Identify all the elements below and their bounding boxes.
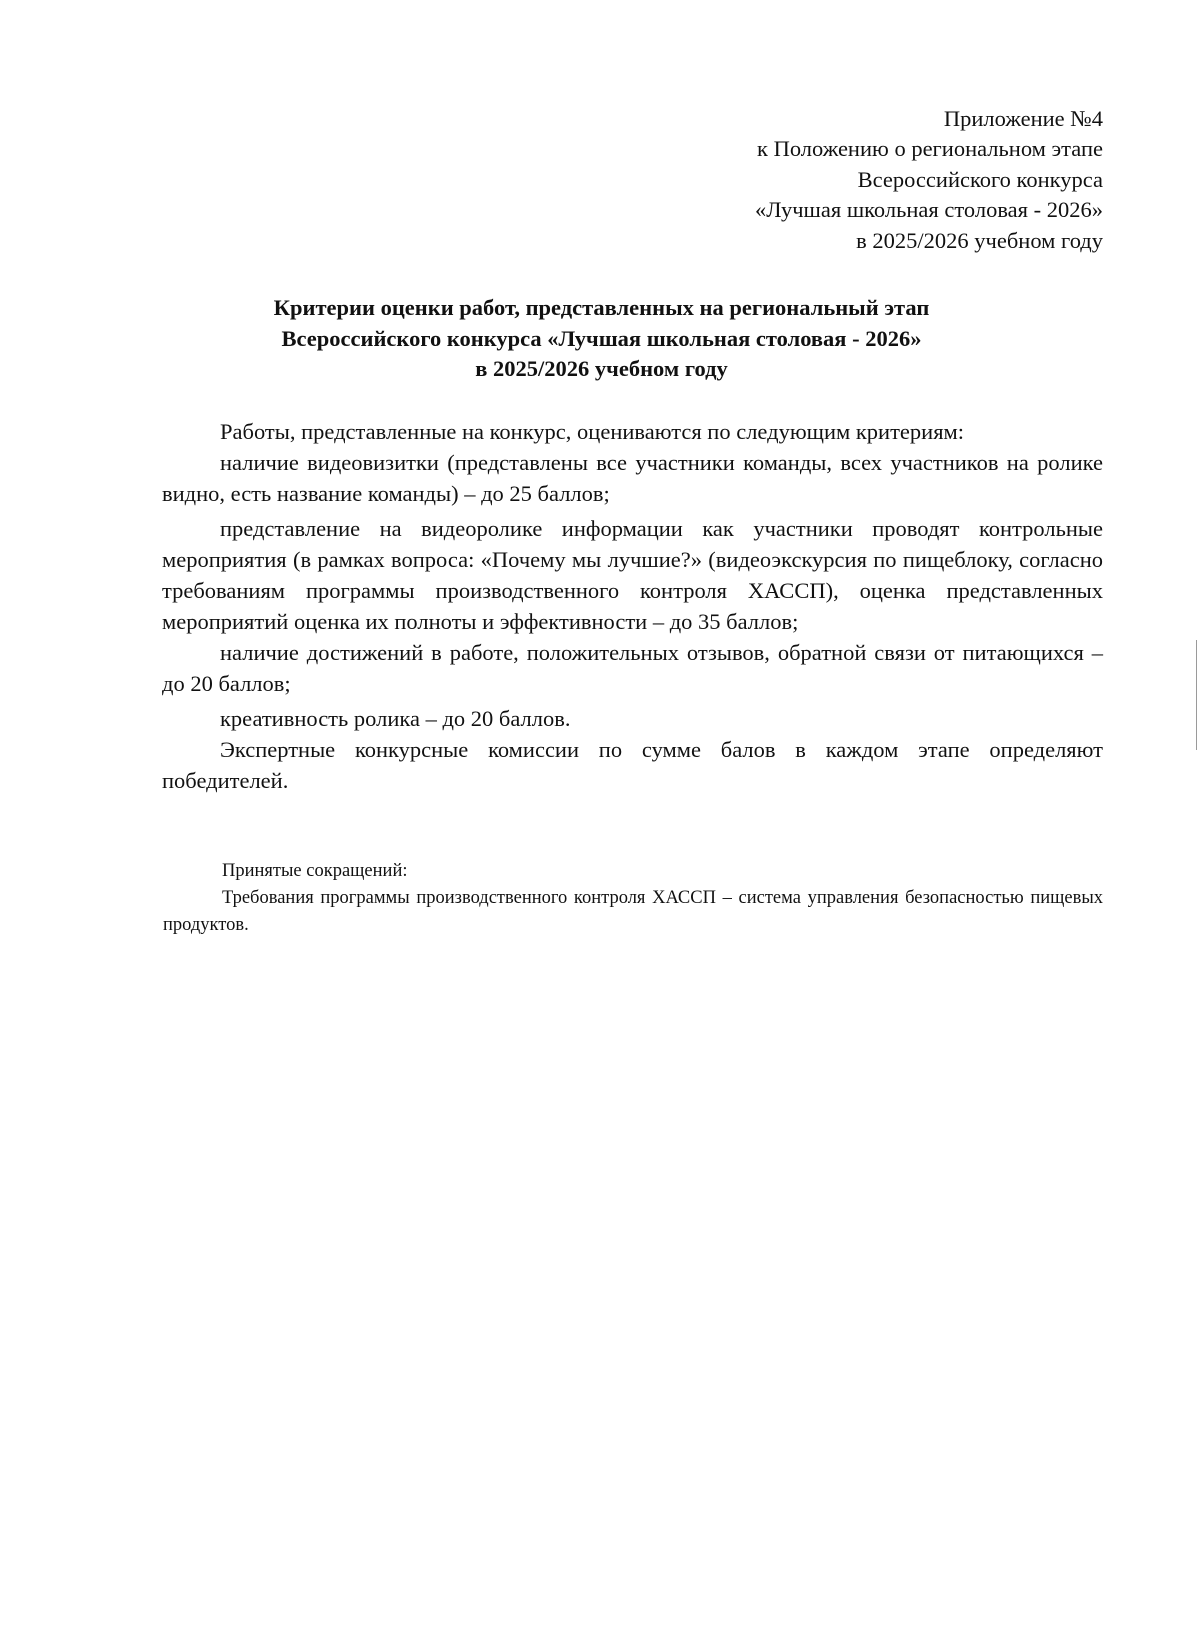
document-title xyxy=(160,293,1043,385)
appendix-header xyxy=(755,104,1103,256)
criterion-video-card: наличие видеовизитки (представлены все участники команды, всех участников на ролике видно, есть название команды) – до 25 баллов; xyxy=(162,450,1103,506)
appendix-contest-name: «Лучшая школьная столовая - 2026» xyxy=(755,197,1103,223)
title-line-3: в 2025/2026 учебном году xyxy=(475,356,728,381)
criterion-creativity: креативность ролика – до 20 баллов. xyxy=(220,706,571,731)
title-line-2: Всероссийского конкурса «Лучшая школьная столовая - 2026» xyxy=(281,325,922,351)
abbreviations-section xyxy=(163,858,1103,939)
document-body xyxy=(162,416,1103,796)
criterion-control-measures: представление на видеоролике информации как участники проводят контрольные мероприятия (в рамках вопроса: «Почему мы лучшие?» (видеоэкскурсия по пищеблоку, согласно требованиям программы производственного контроля ХАССП), оценка представленных мероприятий оценка их полноты и эффективности – до 35 баллов; xyxy=(162,516,1103,634)
criterion-achievements: наличие достижений в работе, положительных отзывов, обратной связи от питающихся – до 20 баллов; xyxy=(162,640,1103,696)
scan-edge-line xyxy=(1196,640,1197,750)
appendix-regulation-ref: к Положению о региональном этапе xyxy=(757,136,1103,162)
conclusion-paragraph: Экспертные конкурсные комиссии по сумме балов в каждом этапе определяют победителей. xyxy=(162,737,1103,793)
abbreviations-heading: Принятые сокращений: xyxy=(222,861,408,881)
intro-paragraph: Работы, представленные на конкурс, оцениваются по следующим критериям: xyxy=(220,419,965,444)
appendix-contest-ref: Всероссийского конкурса xyxy=(857,166,1103,192)
title-line-1: Критерии оценки работ, представленных на региональный этап xyxy=(273,295,930,320)
appendix-school-year: в 2025/2026 учебном году xyxy=(856,227,1103,253)
abbreviation-definition: Требования программы производственного контроля ХАССП – система управления безопасностью пищевых продуктов. xyxy=(163,888,1103,935)
appendix-number: Приложение №4 xyxy=(943,106,1103,131)
